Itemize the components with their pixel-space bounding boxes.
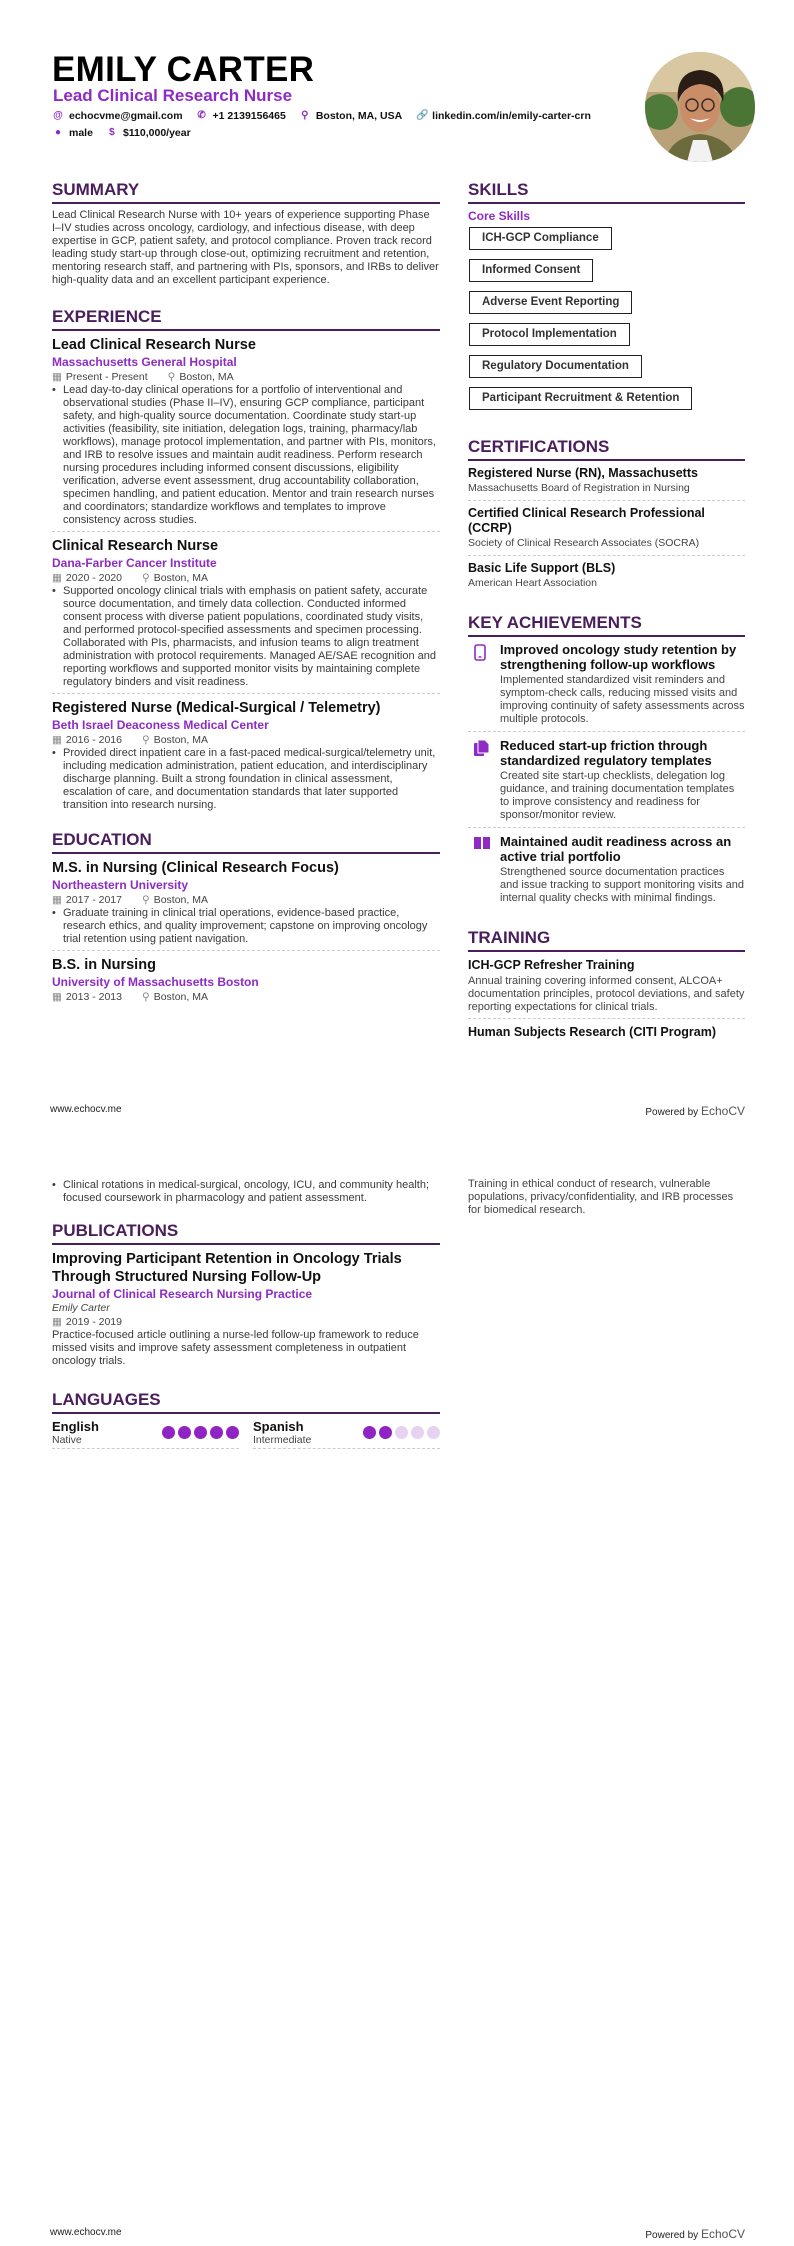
- summary-section: [52, 180, 440, 287]
- achievements-heading: KEY ACHIEVEMENTS: [468, 613, 745, 637]
- experience-location: Boston, MA: [153, 572, 208, 584]
- achievement-title: Improved oncology study retention by strengthening follow-up workflows: [500, 642, 737, 672]
- location-pin-icon: ⚲: [141, 572, 150, 584]
- right-column-page-1: [468, 180, 745, 1064]
- skills-group-label: Core Skills: [468, 209, 531, 223]
- training-description: Annual training covering informed consent, ALCOA+ documentation principles, protocol deviations, and safety reporting expectations for clinical trials.: [468, 975, 745, 1013]
- language-level: Native: [52, 1434, 82, 1446]
- education-heading: EDUCATION: [52, 830, 440, 854]
- education-title: M.S. in Nursing (Clinical Research Focus): [52, 860, 339, 876]
- education-item: [52, 859, 440, 951]
- achievements-section: [468, 613, 745, 910]
- experience-item: [52, 537, 440, 694]
- education-organization: Northeastern University: [52, 878, 189, 892]
- documents-icon: [468, 738, 488, 822]
- powered-by-brand: EchoCV: [700, 2227, 745, 2241]
- book-icon: [468, 834, 488, 905]
- contact-text: +1 2139156465: [212, 109, 286, 122]
- calendar-icon: ▦: [52, 991, 62, 1003]
- training-description: Training in ethical conduct of research, vulnerable populations, privacy/confidentiality, and IRB processes for biomedical research.: [468, 1178, 734, 1216]
- right-column-page-2: [468, 1178, 745, 1217]
- education-organization: University of Massachusetts Boston: [52, 975, 259, 989]
- salary-icon: $: [109, 127, 115, 138]
- proficiency-dot: [379, 1426, 392, 1439]
- powered-by-brand: EchoCV: [700, 1104, 745, 1118]
- certification-item: [468, 466, 745, 501]
- languages-heading: LANGUAGES: [52, 1390, 440, 1414]
- experience-bullet: • Provided direct inpatient care in a fast-paced medical-surgical/telemetry unit, including medication administration, patient education, and interdisciplinary discharge planning. Built a strong foundation in clinical assessment, escalation of care, and documentation standards that later supported transition into research nursing.: [52, 747, 440, 812]
- education-bullet: • Clinical rotations in medical-surgical, oncology, ICU, and community health; focused coursework in pharmacology and patient assessment.: [52, 1179, 440, 1205]
- contact-text: linkedin.com/in/emily-carter-crn: [432, 109, 591, 122]
- proficiency-dot: [363, 1426, 376, 1439]
- contact-text: male: [69, 126, 93, 139]
- education-bullet-text: Clinical rotations in medical-surgical, oncology, ICU, and community health; focused coursework in pharmacology and patient assessment.: [63, 1179, 430, 1204]
- proficiency-dot: [395, 1426, 408, 1439]
- experience-location: Boston, MA: [179, 371, 234, 383]
- training-title: ICH-GCP Refresher Training: [468, 958, 635, 972]
- proficiency-dot: [162, 1426, 175, 1439]
- candidate-title: Lead Clinical Research Nurse: [53, 86, 293, 105]
- proficiency-dot: [411, 1426, 424, 1439]
- experience-item: [52, 699, 440, 816]
- proficiency-dot: [178, 1426, 191, 1439]
- contact-text: Boston, MA, USA: [315, 109, 403, 122]
- publication-authors: Emily Carter: [52, 1302, 110, 1314]
- certification-issuer: Massachusetts Board of Registration in Nursing: [468, 482, 690, 494]
- education-bullet: • Graduate training in clinical trial operations, evidence-based practice, research ethics, and quality improvement; capstone on improving oncology trial retention using patient navigation.: [52, 907, 440, 946]
- languages-section: [52, 1390, 440, 1449]
- proficiency-dot: [194, 1426, 207, 1439]
- left-column-page-2: [52, 1179, 440, 1467]
- experience-dates: Present - Present: [65, 371, 148, 383]
- at-icon: @: [53, 110, 63, 121]
- training-section: [468, 928, 745, 1046]
- experience-title: Lead Clinical Research Nurse: [52, 337, 256, 353]
- calendar-icon: ▦: [52, 371, 62, 383]
- location-pin-icon: ⚲: [141, 894, 150, 906]
- contact-item: [53, 127, 93, 139]
- education-bullet-text: Graduate training in clinical trial operations, evidence-based practice, research ethics, and quality improvement; capstone on improving oncology trial retention using patient navigation.: [63, 907, 428, 945]
- language-name: Spanish: [253, 1419, 304, 1434]
- candidate-name: EMILY CARTER: [52, 50, 315, 89]
- profile-photo: [645, 52, 755, 162]
- powered-by-label: Powered by: [645, 2230, 699, 2241]
- contact-item: [197, 110, 286, 122]
- education-title: B.S. in Nursing: [52, 957, 156, 973]
- powered-by-label: Powered by: [645, 1107, 699, 1118]
- experience-organization: Dana-Farber Cancer Institute: [52, 556, 217, 570]
- training-title: Human Subjects Research (CITI Program): [468, 1025, 716, 1039]
- certification-item: [468, 561, 745, 595]
- education-location: Boston, MA: [153, 991, 208, 1003]
- achievement-description: Strengthened source documentation practices and issue tracking to support monitoring visits and internal quality checks with minimal findings.: [500, 866, 744, 904]
- footer-website-link[interactable]: www.echocv.me: [50, 1104, 122, 1115]
- achievement-title: Maintained audit readiness across an active trial portfolio: [500, 834, 732, 864]
- experience-dates: 2016 - 2016: [65, 734, 122, 746]
- language-name: English: [52, 1419, 99, 1434]
- education-dates: 2013 - 2013: [65, 991, 122, 1003]
- skill-tag: Participant Recruitment & Retention: [469, 387, 692, 410]
- skill-tag: Informed Consent: [469, 259, 593, 282]
- user-icon: ●: [54, 127, 62, 138]
- proficiency-rating: [162, 1419, 239, 1446]
- location-pin-icon: ⚲: [301, 110, 309, 121]
- experience-bullet: • Supported oncology clinical trials with emphasis on patient safety, accurate source documentation, and timely data collection. Conducted informed consent process with diverse patient populations, coordinated study visits, and performed protocol-specified assessments and specimen processing. Collaborated with PIs, pharmacists, and infusion teams to align treatment administration with protocol requirements. Managed AE/SAE recognition and reporting workflows and supported monitor visits by maintaining complete regulatory binders and visit readiness.: [52, 585, 440, 689]
- footer-powered-by[interactable]: [645, 2227, 745, 2241]
- footer-website-link[interactable]: www.echocv.me: [50, 2227, 122, 2238]
- certification-title: Basic Life Support (BLS): [468, 561, 616, 575]
- publication-title: Improving Participant Retention in Oncology Trials Through Structured Nursing Follow-Up: [52, 1251, 402, 1285]
- training-item: [468, 1024, 745, 1046]
- experience-dates: 2020 - 2020: [65, 572, 122, 584]
- experience-item: [52, 336, 440, 532]
- left-column-page-1: [52, 180, 440, 1026]
- experience-location: Boston, MA: [153, 734, 208, 746]
- link-icon: 🔗: [416, 110, 429, 121]
- certifications-heading: CERTIFICATIONS: [468, 437, 745, 461]
- certification-item: [468, 506, 745, 556]
- education-section: [52, 830, 440, 1008]
- proficiency-rating: [363, 1419, 440, 1446]
- proficiency-dot: [226, 1426, 239, 1439]
- publication-item: [52, 1250, 440, 1372]
- experience-organization: Massachusetts General Hospital: [52, 355, 237, 369]
- skill-tag: Protocol Implementation: [469, 323, 630, 346]
- mobile-phone-icon: [468, 642, 488, 726]
- resume-page-2: [0, 1123, 794, 2246]
- publications-heading: PUBLICATIONS: [52, 1221, 440, 1245]
- contact-text: echocvme@gmail.com: [69, 109, 183, 122]
- phone-icon: ✆: [197, 110, 206, 121]
- proficiency-dot: [210, 1426, 223, 1439]
- achievement-item: [468, 738, 745, 828]
- contact-item[interactable]: [53, 110, 183, 122]
- calendar-icon: ▦: [52, 1316, 62, 1328]
- publication-dates: 2019 - 2019: [65, 1316, 122, 1328]
- summary-heading: SUMMARY: [52, 180, 440, 204]
- summary-text: Lead Clinical Research Nurse with 10+ years of experience supporting Phase I–IV studies across oncology, cardiology, and infectious disease, with deep expertise in GCP, patient safety, and protocol compliance. Proven track record leading study start-up through close-out, optimizing recruitment and retention, mentoring research staff, and partnering with PIs, sponsors, and IRBs to deliver high-quality data and an excellent participant experience.: [52, 209, 439, 286]
- education-dates: 2017 - 2017: [65, 894, 122, 906]
- skill-tag: Adverse Event Reporting: [469, 291, 632, 314]
- experience-section: [52, 307, 440, 816]
- experience-organization: Beth Israel Deaconess Medical Center: [52, 718, 269, 732]
- certification-title: Certified Clinical Research Professional (CCRP): [468, 506, 705, 535]
- publication-description: Practice-focused article outlining a nurse-led follow-up framework to reduce missed visits and improve safety assessment completeness in outpatient oncology trials.: [52, 1329, 419, 1367]
- experience-bullet-text: Lead day-to-day clinical operations for a portfolio of interventional and observational studies (Phase II–IV), ensuring GCP compliance, participant safety, and high-quality source documentation. Coordinate study start-up activities (feasibility, site initiation, delegation logs, training, pharmacy/lab workflows), manage protocol implementation, and partner with PIs, monitors, and IRB to resolve issues and maintain audit readiness. Perform research nursing procedures including informed consent discussions, eligibility verification, adverse event assessment, drug accountability collaboration, specimen handling, and patient education. Mentor and train research nurses and coordinators; standardize workflows and templates to improve consistency across studies.: [63, 384, 436, 526]
- contact-item: [300, 110, 402, 122]
- language-item: [253, 1419, 440, 1449]
- location-pin-icon: ⚲: [141, 991, 150, 1003]
- education-item: [52, 956, 440, 1008]
- experience-heading: EXPERIENCE: [52, 307, 440, 331]
- experience-bullet-text: Provided direct inpatient care in a fast-paced medical-surgical/telemetry unit, including medication administration, patient education, and interdisciplinary discharge planning. Built a strong foundation in clinical assessment, escalation of care, and documentation standards that later supported transition into research nursing.: [63, 747, 436, 811]
- achievement-item: [468, 834, 745, 910]
- publications-section: [52, 1221, 440, 1372]
- experience-title: Registered Nurse (Medical-Surgical / Telemetry): [52, 700, 381, 716]
- skills-section: [468, 180, 745, 419]
- achievement-description: Implemented standardized visit reminders and symptom-check calls, reducing missed visits and improving continuity of safety assessments across multiple protocols.: [500, 674, 745, 725]
- contact-item[interactable]: [416, 110, 591, 122]
- footer-powered-by[interactable]: [645, 1104, 745, 1118]
- calendar-icon: ▦: [52, 894, 62, 906]
- skill-tag: Regulatory Documentation: [469, 355, 642, 378]
- language-level: Intermediate: [253, 1434, 312, 1446]
- proficiency-dot: [427, 1426, 440, 1439]
- training-item: [468, 957, 745, 1019]
- experience-bullet: • Lead day-to-day clinical operations for a portfolio of interventional and observational studies (Phase II–IV), ensuring GCP compliance, participant safety, and high-quality source documentation. Coordinate study start-up activities (feasibility, site initiation, delegation logs, training, pharmacy/lab workflows), manage protocol implementation, and partner with PIs, monitors, and IRB to resolve issues and maintain audit readiness. Perform research nursing procedures including informed consent discussions, eligibility verification, adverse event assessment, drug accountability collaboration, specimen handling, and patient education. Mentor and train research nurses and coordinators; standardize workflows and templates to improve consistency across studies.: [52, 384, 440, 527]
- location-pin-icon: ⚲: [167, 371, 176, 383]
- certifications-section: [468, 437, 745, 595]
- contact-item: [107, 127, 191, 139]
- certification-issuer: American Heart Association: [468, 577, 597, 589]
- publication-journal: Journal of Clinical Research Nursing Practice: [52, 1287, 313, 1301]
- contact-text: $110,000/year: [122, 126, 191, 139]
- achievement-title: Reduced start-up friction through standardized regulatory templates: [500, 738, 712, 768]
- location-pin-icon: ⚲: [141, 734, 150, 746]
- training-heading: TRAINING: [468, 928, 745, 952]
- certification-title: Registered Nurse (RN), Massachusetts: [468, 466, 698, 480]
- calendar-icon: ▦: [52, 572, 62, 584]
- contact-info: [53, 108, 653, 140]
- skill-tag: ICH-GCP Compliance: [469, 227, 612, 250]
- experience-bullet-text: Supported oncology clinical trials with emphasis on patient safety, accurate source documentation, and timely data collection. Conducted informed consent process with diverse patient populations, coordinated study visits, and performed protocol-specified assessments and specimen processing. Collaborated with PIs, pharmacists, and infusion teams to align treatment administration with protocol requirements. Managed AE/SAE recognition and reporting workflows and supported monitor visits by maintaining complete regulatory binders and visit readiness.: [63, 585, 436, 688]
- achievement-item: [468, 642, 745, 732]
- calendar-icon: ▦: [52, 734, 62, 746]
- achievement-description: Created site start-up checklists, delegation log guidance, and training documentation templates to improve consistency and readiness for sponsor/monitor review.: [500, 770, 735, 821]
- language-item: [52, 1419, 239, 1449]
- certification-issuer: Society of Clinical Research Associates (SOCRA): [468, 537, 700, 549]
- skills-heading: SKILLS: [468, 180, 745, 204]
- experience-title: Clinical Research Nurse: [52, 538, 219, 554]
- education-location: Boston, MA: [153, 894, 208, 906]
